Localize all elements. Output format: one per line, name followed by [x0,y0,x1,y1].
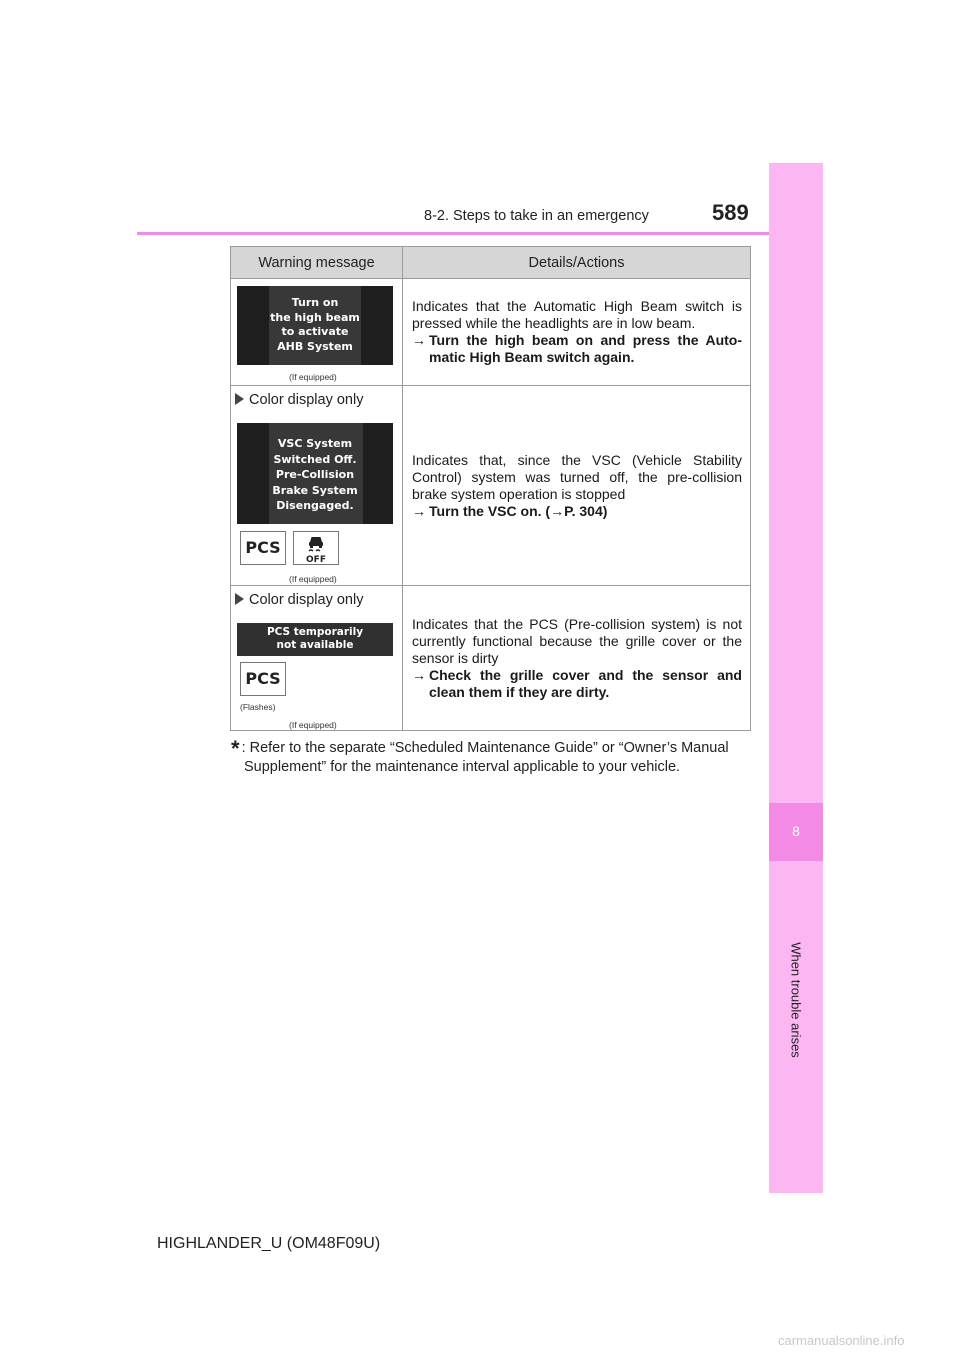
display-screen [237,286,393,365]
table-row [231,586,751,731]
action [412,667,742,701]
warning-cell [231,386,403,586]
screen-line: Pre-Collision [275,468,355,481]
arrow-right-icon: → [412,666,426,683]
vsc-off-icon: OFF [293,531,339,565]
table-row [231,386,751,586]
action [412,503,742,520]
flash-note: (Flashes) [240,702,276,712]
screen-line: the high beam [270,310,360,324]
page-number: 589 [712,200,749,225]
action-text: Check the grille cover and the sensor and clean them if they are dirty. [429,666,742,700]
warning-cell [231,279,403,386]
warning-message-table [230,246,751,731]
action-text: Turn the high beam on and press the Auto-matic High Beam switch again. [429,332,742,365]
triangle-bullet-icon [235,593,244,605]
arrow-right-icon: → [412,332,426,348]
header-rule [137,232,823,235]
details-text: Indicates that the PCS (Pre-collision system) is not currently functional because the grille cover or the sensor is dirty [412,615,742,666]
warning-cell [231,586,403,731]
screen-line: Brake System [272,483,358,497]
details-cell [403,386,751,586]
action-text: Turn the VSC on. (→P. 304) [429,502,608,519]
equipment-note: (If equipped) [289,720,337,730]
arrow-right-icon: → [412,502,426,519]
footnote-marker: * [231,736,240,761]
display-screen [237,423,393,524]
pcs-warning-icon: PCS [240,662,286,696]
screen-line: not available [276,639,354,651]
display-screen [237,623,393,656]
column-header-details: Details/Actions [403,247,751,279]
footnote [231,736,751,777]
details-cell [403,586,751,731]
equipment-note: (If equipped) [289,372,337,382]
action [412,332,742,366]
section-title: 8-2. Steps to take in an emergency [424,208,649,224]
screen-line: Disengaged. [276,499,354,512]
table-row [231,279,751,386]
document-id: HIGHLANDER_U (OM48F09U) [157,1235,381,1252]
watermark: carmanualsonline.info [778,1333,905,1348]
screen-line: PCS temporarily [266,626,364,638]
column-header-warning: Warning message [231,247,403,279]
condition-label: Color display only [235,392,363,409]
details-cell [403,279,751,386]
details-text: Indicates that, since the VSC (Vehicle Stability Control) system was turned off, the pre-collision brake system operation is stopped [412,451,742,502]
triangle-bullet-icon [235,393,244,405]
table-header-row [231,247,751,279]
condition-label: Color display only [235,592,363,609]
chapter-title: When trouble arises [788,942,804,1058]
screen-line: Switched Off. [273,452,357,466]
details-text: Indicates that the Automatic High Beam switch is pressed while the headlights are in low beam. [412,298,742,331]
chapter-number: 8 [792,823,800,839]
screen-line: VSC System [277,437,353,450]
footnote-line-1: : Refer to the separate “Scheduled Maintenance Guide” or “Owner’s Manual [241,740,729,756]
equipment-note: (If equipped) [289,574,337,584]
pcs-warning-icon: PCS [240,531,286,565]
footnote-line-2: Supplement” for the maintenance interval applicable to your vehicle. [244,759,681,775]
screen-line: to activate [281,325,349,338]
screen-line: AHB System [277,339,353,353]
screen-line: Turn on [291,296,339,309]
